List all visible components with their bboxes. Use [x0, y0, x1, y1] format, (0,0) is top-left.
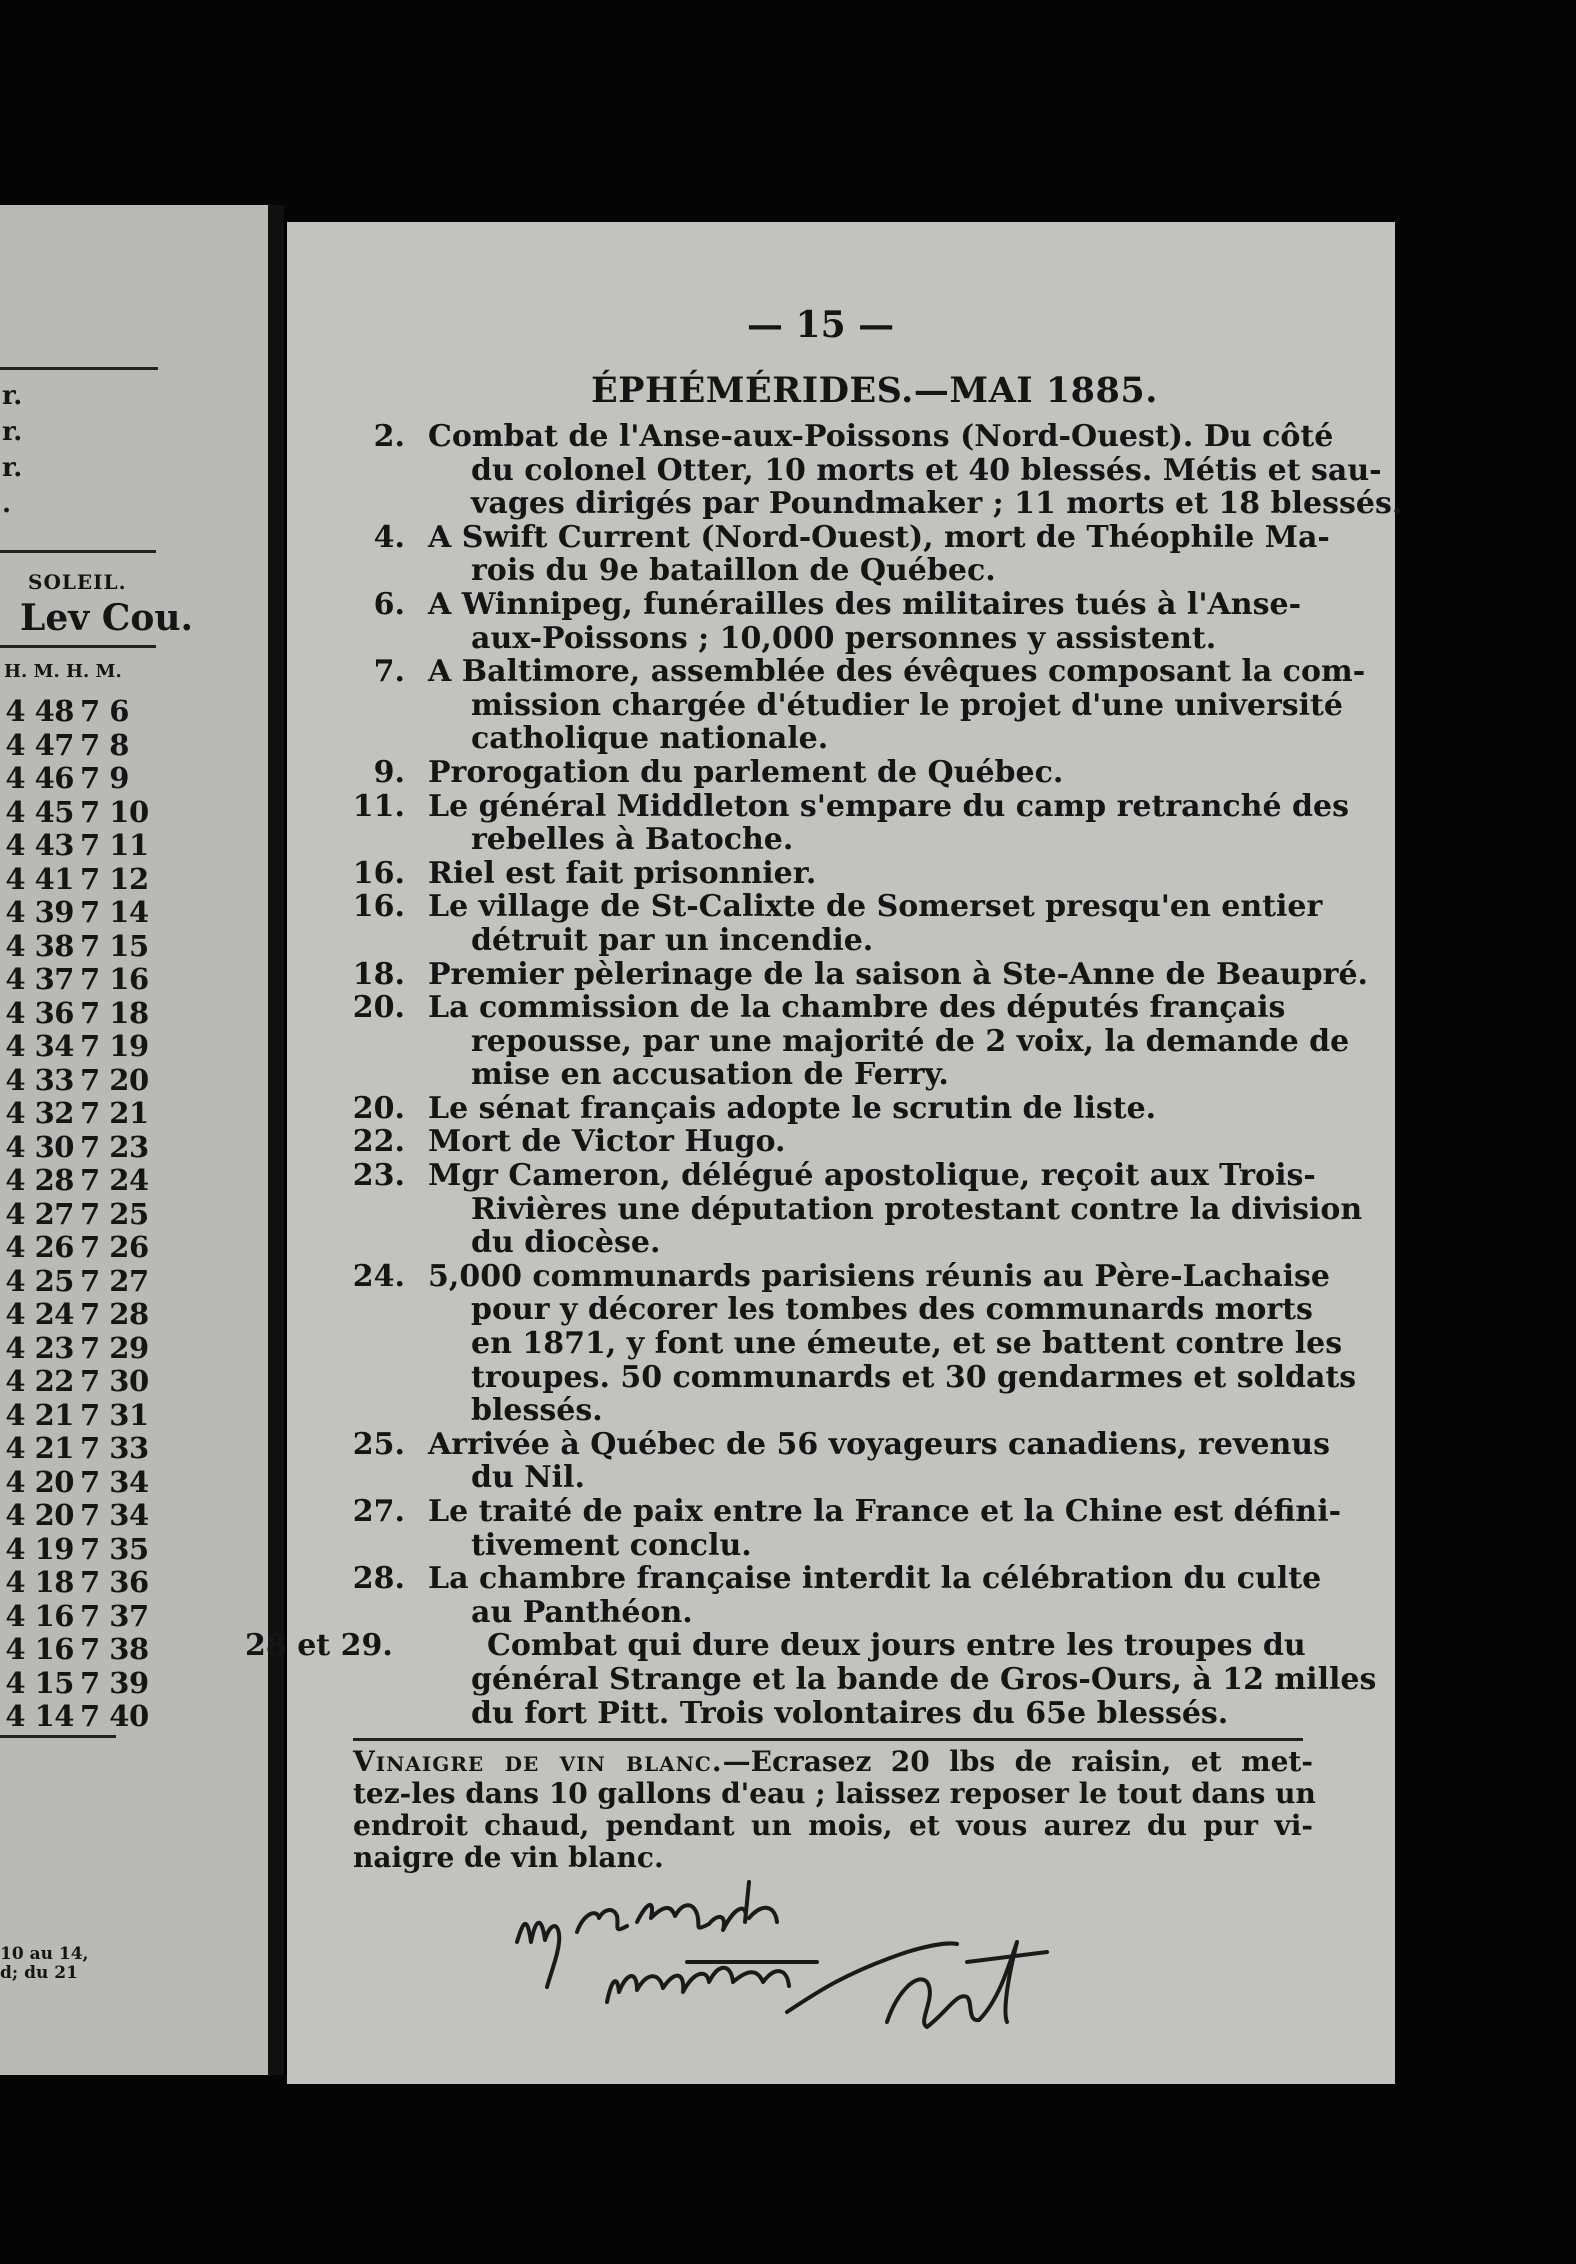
sunrise-time: 4 20	[5, 1464, 74, 1499]
sun-times-row	[0, 1700, 162, 1734]
edge-mark: r.	[2, 417, 23, 447]
table-bottom-rule	[0, 1735, 116, 1738]
sunrise-time: 4 22	[5, 1364, 74, 1398]
entry-text: aux-Poissons ; 10,000 personnes y assistent.	[471, 620, 1217, 656]
sun-times-row	[0, 1533, 162, 1567]
entry-day: 20.	[352, 990, 405, 1026]
sunrise-time: 4 24	[5, 1297, 74, 1331]
sunset-time: 7 37	[80, 1598, 149, 1633]
entry-line	[287, 1092, 1387, 1126]
sun-times-row	[0, 1332, 162, 1366]
entry-line	[287, 655, 1387, 689]
entry-line	[287, 958, 1387, 992]
sun-times-row	[0, 1499, 162, 1533]
left-footer-line: d; du 21	[0, 1963, 78, 1983]
entry-line	[287, 486, 1403, 522]
entry-line	[287, 588, 1387, 622]
entry-day: 27.	[352, 1494, 405, 1529]
recipe-line	[353, 1746, 1313, 1778]
sun-times-row	[0, 796, 162, 830]
entry-line	[287, 1361, 1387, 1395]
entry-line	[287, 1394, 1387, 1428]
entry-day: 4.	[373, 519, 405, 555]
sunrise-time: 4 30	[5, 1129, 74, 1164]
edge-mark: r.	[2, 453, 23, 483]
entry-line	[287, 1461, 1387, 1495]
sunrise-time: 4 19	[5, 1531, 74, 1566]
handwritten-signature	[487, 1822, 1107, 2072]
sunset-time: 7 6	[80, 694, 129, 728]
entry-text: au Panthéon.	[471, 1594, 693, 1630]
sunrise-time: 4 33	[5, 1062, 74, 1097]
entry-line	[287, 1562, 1387, 1596]
sunrise-time: 4 46	[5, 761, 74, 795]
sunrise-time: 4 20	[5, 1498, 74, 1532]
entry-line	[287, 1226, 1387, 1260]
left-footer	[0, 1945, 88, 1983]
entry-text: mission chargée d'étudier le projet d'une université	[471, 687, 1343, 723]
sunset-time: 7 28	[80, 1297, 149, 1331]
entry-text: catholique nationale.	[471, 721, 829, 757]
entry-text: du Nil.	[471, 1460, 585, 1496]
sunset-time: 7 30	[80, 1364, 149, 1398]
entry-text: Combat de l'Anse-aux-Poissons (Nord-Ouest). Du côté	[428, 419, 1334, 454]
sunset-time: 7 20	[80, 1062, 149, 1097]
sunset-time: 7 10	[80, 794, 149, 829]
sunrise-time: 4 16	[5, 1632, 74, 1666]
entry-line	[287, 823, 1387, 857]
entry-day: 24.	[352, 1258, 405, 1294]
sunrise-time: 4 23	[5, 1330, 74, 1365]
ephemerides-list	[245, 419, 1403, 1731]
sunrise-time: 4 45	[5, 794, 74, 829]
right-page	[245, 222, 1403, 2084]
entry-text: détruit par un incendie.	[471, 922, 874, 958]
recipe-line: naigre de vin blanc.	[353, 1841, 664, 1874]
section-rule	[353, 1738, 1303, 1741]
entry-text: Arrivée à Québec de 56 voyageurs canadiens, revenus	[428, 1426, 1330, 1462]
entry-day: 18.	[352, 956, 405, 992]
entry-day: 16.	[352, 855, 405, 891]
sunset-time: 7 25	[80, 1196, 149, 1231]
entry-day: 28.	[352, 1561, 405, 1597]
entry-text: Le village de St-Calixte de Somerset presqu'en entier	[428, 889, 1323, 925]
sunset-time: 7 40	[80, 1699, 149, 1733]
entry-line	[287, 1495, 1387, 1529]
sun-times-row	[0, 1064, 162, 1098]
left-footer-line: 10 au 14,	[0, 1944, 89, 1964]
entry-text: blessés.	[471, 1393, 603, 1429]
sun-times-row	[0, 1399, 162, 1433]
entry-text: tivement conclu.	[471, 1527, 752, 1563]
sunrise-time: 4 32	[5, 1096, 74, 1130]
sun-times-row	[0, 1667, 162, 1701]
sun-times-row	[0, 762, 162, 796]
entry-text: vages dirigés par Poundmaker ; 11 morts et 18 blessés.	[471, 486, 1403, 522]
entry-text: du colonel Otter, 10 morts et 40 blessés. Métis et sau-	[471, 452, 1382, 488]
entry-line	[245, 1628, 1387, 1664]
entry-text: repousse, par une majorité de 2 voix, la demande de	[471, 1023, 1350, 1059]
sun-times-row	[0, 1131, 162, 1165]
entry-text: A Baltimore, assemblée des évêques composant la com-	[428, 654, 1366, 690]
unit-headers	[4, 661, 122, 682]
sun-times-row	[0, 863, 162, 897]
entry-text: du fort Pitt. Trois volontaires du 65e blessés.	[471, 1695, 1229, 1731]
sun-times-row	[0, 1365, 162, 1399]
sunrise-time: 4 25	[5, 1263, 74, 1298]
entry-day: 6.	[373, 586, 405, 622]
entry-day: 28 et 29.	[245, 1628, 393, 1664]
table-rule	[0, 550, 156, 553]
sunrise-time: 4 43	[5, 828, 74, 862]
sun-times-row	[0, 1633, 162, 1667]
sunset-time: 7 27	[80, 1263, 149, 1298]
sunset-time: 7 34	[80, 1464, 149, 1499]
sunset-time: 7 21	[80, 1096, 149, 1130]
entry-line	[287, 521, 1387, 555]
sunrise-time: 4 48	[5, 694, 74, 728]
sun-times-row	[0, 1198, 162, 1232]
entry-text: du diocèse.	[471, 1225, 661, 1261]
sun-times-row	[0, 829, 162, 863]
entry-text: A Winnipeg, funérailles des militaires tués à l'Anse-	[428, 586, 1302, 622]
entry-line	[287, 1193, 1387, 1227]
entry-line	[287, 790, 1387, 824]
entry-text: Le général Middleton s'empare du camp retranché des	[428, 788, 1349, 824]
sun-times-table	[0, 695, 162, 1734]
entry-line	[287, 857, 1387, 891]
entry-day: 20.	[352, 1090, 405, 1126]
edge-mark: r.	[2, 381, 23, 411]
entry-line	[287, 924, 1387, 958]
entry-line	[287, 1125, 1387, 1159]
entry-day: 2.	[373, 419, 405, 454]
entry-line	[287, 1260, 1387, 1294]
recipe-line: endroit chaud, pendant un mois, et vous aurez du pur vi-	[353, 1809, 1313, 1842]
sunset-time: 7 38	[80, 1632, 149, 1666]
entry-text: en 1871, y font une émeute, et se battent contre les	[471, 1326, 1343, 1362]
sunrise-time: 4 47	[5, 727, 74, 762]
sunset-time: 7 16	[80, 962, 149, 996]
sunrise-time: 4 36	[5, 995, 74, 1030]
sunset-time: 7 31	[80, 1397, 149, 1432]
sun-times-row	[0, 1231, 162, 1265]
sun-times-row	[0, 997, 162, 1031]
entry-line	[287, 1025, 1387, 1059]
sunrise-time: 4 28	[5, 1163, 74, 1197]
sun-times-row	[0, 729, 162, 763]
sun-times-row	[0, 1265, 162, 1299]
entry-text: Prorogation du parlement de Québec.	[428, 754, 1064, 790]
sunrise-time: 4 18	[5, 1565, 74, 1599]
lever-header: Lev	[20, 597, 90, 639]
entry-text: 5,000 communards parisiens réunis au Père-Lachaise	[428, 1258, 1331, 1294]
entry-line	[287, 622, 1387, 656]
entry-line	[287, 1697, 1387, 1731]
page-number: — 15 —	[747, 304, 895, 346]
top-rule	[0, 367, 158, 370]
page-title: ÉPHÉMÉRIDES.—MAI 1885.	[591, 370, 1158, 411]
sunrise-time: 4 14	[5, 1699, 74, 1733]
entry-line	[287, 991, 1387, 1025]
entry-day: 25.	[352, 1426, 405, 1462]
sunset-time: 7 11	[80, 828, 149, 862]
entry-line	[287, 1159, 1387, 1193]
left-page	[0, 205, 268, 2075]
sunset-time: 7 35	[80, 1531, 149, 1566]
entry-text: Combat qui dure deux jours entre les troupes du	[487, 1628, 1306, 1664]
sunset-time: 7 14	[80, 895, 149, 929]
sunrise-time: 4 34	[5, 1029, 74, 1063]
recipe-text: —Ecrasez 20 lbs de raisin, et met-	[722, 1745, 1313, 1778]
entry-day: 16.	[352, 889, 405, 925]
sunrise-time: 4 38	[5, 928, 74, 963]
sun-times-row	[0, 896, 162, 930]
sunset-time: 7 12	[80, 861, 149, 896]
sunset-time: 7 9	[80, 761, 129, 795]
sunrise-time: 4 27	[5, 1196, 74, 1231]
entry-text: Le sénat français adopte le scrutin de liste.	[428, 1090, 1157, 1126]
sun-times-row	[0, 1566, 162, 1600]
entry-line	[287, 554, 1387, 588]
soleil-label: SOLEIL.	[28, 570, 127, 594]
sunrise-time: 4 21	[5, 1397, 74, 1432]
entry-line	[287, 689, 1387, 723]
recipe-line: tez-les dans 10 gallons d'eau ; laissez reposer le tout dans un	[353, 1777, 1316, 1810]
entry-day: 23.	[352, 1158, 405, 1194]
sunset-time: 7 33	[80, 1431, 149, 1465]
entry-line	[287, 890, 1387, 924]
entry-line	[287, 722, 1387, 756]
entry-text: Rivières une députation protestant contre la division	[471, 1191, 1363, 1227]
sunset-time: 7 26	[80, 1230, 149, 1264]
entry-day: 22.	[352, 1124, 405, 1160]
sunrise-time: 4 21	[5, 1431, 74, 1465]
sunrise-time: 4 26	[5, 1230, 74, 1264]
sun-times-row	[0, 930, 162, 964]
sun-times-row	[0, 963, 162, 997]
sun-times-row	[0, 695, 162, 729]
sunset-time: 7 8	[80, 727, 129, 762]
entry-line	[287, 1596, 1387, 1630]
sunset-time: 7 34	[80, 1498, 149, 1532]
entry-text: La commission de la chambre des députés français	[428, 990, 1286, 1026]
entry-text: général Strange et la bande de Gros-Ours, à 12 milles	[471, 1661, 1377, 1697]
sunset-time: 7 18	[80, 995, 149, 1030]
sunrise-time: 4 15	[5, 1665, 74, 1700]
entry-text: troupes. 50 communards et 30 gendarmes et soldats	[471, 1359, 1357, 1395]
entry-line	[287, 1293, 1387, 1327]
entry-day: 7.	[373, 654, 405, 690]
sunset-time: 7 23	[80, 1129, 149, 1164]
entry-text: mise en accusation de Ferry.	[471, 1057, 949, 1093]
entry-line	[287, 454, 1387, 488]
entry-text: Le traité de paix entre la France et la Chine est défini-	[428, 1494, 1342, 1529]
sunset-time: 7 36	[80, 1565, 149, 1599]
sun-times-row	[0, 1298, 162, 1332]
entry-text: Premier pèlerinage de la saison à Ste-Anne de Beaupré.	[428, 956, 1368, 992]
entry-line	[287, 1327, 1387, 1361]
entry-text: rebelles à Batoche.	[471, 822, 794, 858]
sunset-time: 7 39	[80, 1665, 149, 1700]
sunrise-time: 4 16	[5, 1598, 74, 1633]
sun-times-row	[0, 1164, 162, 1198]
sunset-time: 7 15	[80, 928, 149, 963]
entry-text: A Swift Current (Nord-Ouest), mort de Théophile Ma-	[428, 519, 1330, 555]
sun-times-row	[0, 1466, 162, 1500]
sun-times-row	[0, 1432, 162, 1466]
sunrise-time: 4 39	[5, 895, 74, 929]
header-rule	[0, 645, 156, 648]
unit-header-lev: H. M.	[4, 661, 60, 682]
sunset-time: 7 29	[80, 1330, 149, 1365]
sun-times-row	[0, 1030, 162, 1064]
sunset-time: 7 24	[80, 1163, 149, 1197]
sun-times-row	[0, 1600, 162, 1634]
sunrise-time: 4 41	[5, 861, 74, 896]
entry-day: 11.	[352, 788, 405, 824]
entry-text: rois du 9e bataillon de Québec.	[471, 553, 996, 589]
entry-text: Mgr Cameron, délégué apostolique, reçoit aux Trois-	[428, 1158, 1316, 1194]
entry-day: 9.	[373, 754, 405, 790]
coucher-header: Cou.	[101, 597, 194, 639]
entry-line	[287, 420, 1387, 454]
gutter	[268, 205, 284, 2075]
entry-line	[287, 1058, 1387, 1092]
sun-times-row	[0, 1097, 162, 1131]
sunset-time: 7 19	[80, 1029, 149, 1063]
entry-text: La chambre française interdit la célébration du culte	[428, 1561, 1322, 1597]
entry-line	[287, 1428, 1387, 1462]
entry-line	[287, 756, 1387, 790]
sunrise-time: 4 37	[5, 962, 74, 996]
entry-line	[287, 1663, 1387, 1697]
recipe-title: Vinaigre de vin blanc.	[353, 1745, 723, 1778]
soleil-column-headers	[20, 597, 193, 639]
unit-header-cou: H. M.	[66, 661, 122, 682]
entry-text: pour y décorer les tombes des communards morts	[471, 1292, 1313, 1328]
entry-text: Mort de Victor Hugo.	[428, 1124, 786, 1160]
edge-mark: .	[2, 489, 12, 519]
entry-line	[287, 1529, 1387, 1563]
entry-text: Riel est fait prisonnier.	[428, 855, 817, 891]
